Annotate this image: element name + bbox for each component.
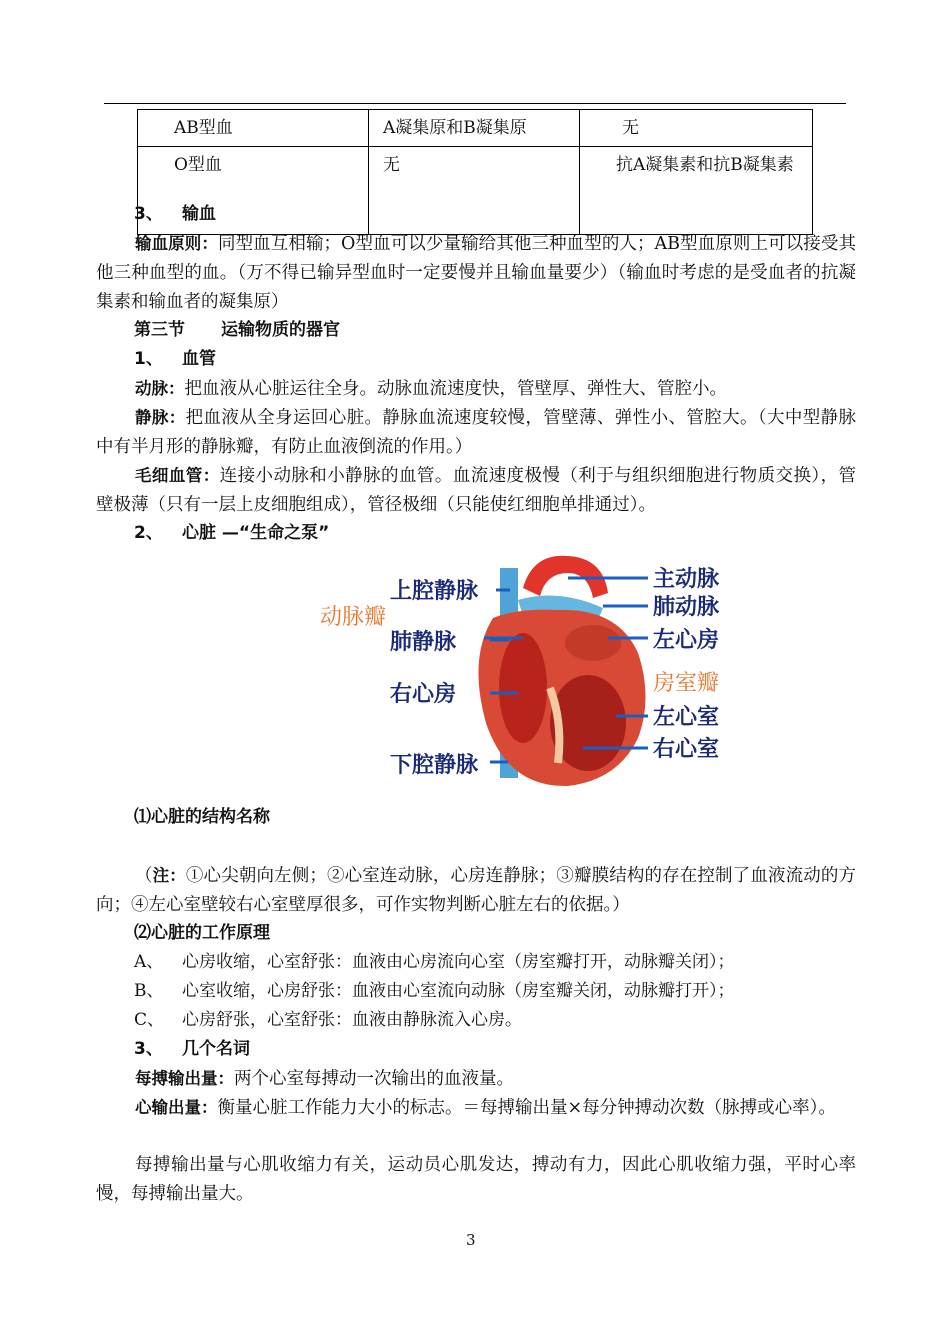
label-right-atrium: 右心房 [390, 681, 457, 707]
list-item: A、 心房收缩，心室舒张：血液由心房流向心室（房室瓣打开，动脉瓣关闭）； [134, 952, 735, 972]
label-superior-vena-cava: 上腔静脉 [390, 578, 479, 604]
heading-vessels: 1、 血管 [134, 349, 216, 369]
heading-heart-work: ⑵心脏的工作原理 [134, 923, 270, 943]
heading-terms: 3、 几个名词 [134, 1039, 250, 1059]
heading-heart-structure: ⑴心脏的结构名称 [134, 807, 270, 827]
table-cell: A凝集原和B凝集原 [369, 110, 580, 147]
header-rule [104, 103, 846, 104]
stroke-volume-paragraph: 每搏输出量：两个心室每搏动一次输出的血液量。 [135, 1069, 514, 1089]
table-cell: O型血 [138, 147, 369, 235]
list-item: C、 心房舒张，心室舒张：血液由静脉流入心房。 [134, 1010, 522, 1030]
capillary-paragraph: 毛细血管：连接小动脉和小静脉的血管。血流速度极慢（利于与组织细胞进行物质交换），管壁极薄（只有一层上皮细胞组成），管径极细（只能使红细胞单排通过）。 [96, 466, 856, 515]
label-right-ventricle: 右心室 [653, 736, 720, 762]
label-arterial-valve: 动脉瓣 [320, 605, 387, 630]
vein-paragraph: 静脉：把血液从全身运回心脏。静脉血流速度较慢，管壁薄、弹性小、管腔大。（大中型静脉中有半月形的静脉瓣，有防止血液倒流的作用。） [96, 408, 857, 457]
label-left-atrium: 左心房 [653, 627, 720, 653]
heart-diagram [318, 548, 738, 793]
label-inferior-vena-cava: 下腔静脉 [390, 752, 479, 778]
list-item: B、 心室收缩，心房舒张：血液由心室流向动脉（房室瓣关闭，动脉瓣打开）； [134, 981, 735, 1001]
page-number: 3 [466, 1231, 476, 1249]
heading-heart: 2、 心脏 —“生命之泵” [134, 523, 330, 543]
right-atrium-shape [499, 633, 547, 743]
left-atrium-shape [565, 625, 621, 661]
artery-paragraph: 动脉：把血液从心脏运往全身。动脉血流速度快，管壁厚、弹性大、管腔小。 [135, 379, 727, 399]
table-cell: 无 [580, 110, 813, 147]
final-paragraph: 每搏输出量与心肌收缩力有关，运动员心肌发达，搏动有力，因此心肌收缩力强，平时心率慢，每搏输出量大。 [96, 1155, 856, 1204]
section3-title: 第三节 运输物质的器官 [134, 320, 340, 340]
label-left-ventricle: 左心室 [653, 704, 720, 730]
table-row [138, 110, 813, 147]
cardiac-output-paragraph: 心输出量：衡量心脏工作能力大小的标志。＝每搏输出量×每分钟搏动次数（脉搏或心率）。 [135, 1098, 836, 1118]
transfusion-paragraph: 输血原则：同型血互相输；O型血可以少量输给其他三种血型的人；AB型血原则上可以接受其他三种血型的血。（万不得已输异型血时一定要慢并且输血量要少）（输血时考虑的是受血者的抗凝集素和输血者的凝集原） [96, 234, 857, 312]
blood-type-table [137, 109, 813, 235]
table-row [138, 147, 813, 235]
table-cell: 无 [369, 147, 580, 235]
table-cell: 抗A凝集素和抗B凝集素 [580, 147, 813, 235]
label-av-valve: 房室瓣 [653, 671, 720, 696]
section-heading-transfusion: 3、 输血 [134, 204, 216, 224]
label-pulmonary-vein: 肺静脉 [390, 629, 457, 655]
label-pulmonary-artery: 肺动脉 [653, 594, 720, 620]
label-aorta: 主动脉 [653, 566, 720, 592]
table-cell: AB型血 [138, 110, 369, 147]
note-paragraph: （注：①心尖朝向左侧；②心室连动脉，心房连静脉；③瓣膜结构的存在控制了血液流动的方向；④左心室壁较右心室壁厚很多，可作实物判断心脏左右的依据。） [96, 866, 857, 915]
